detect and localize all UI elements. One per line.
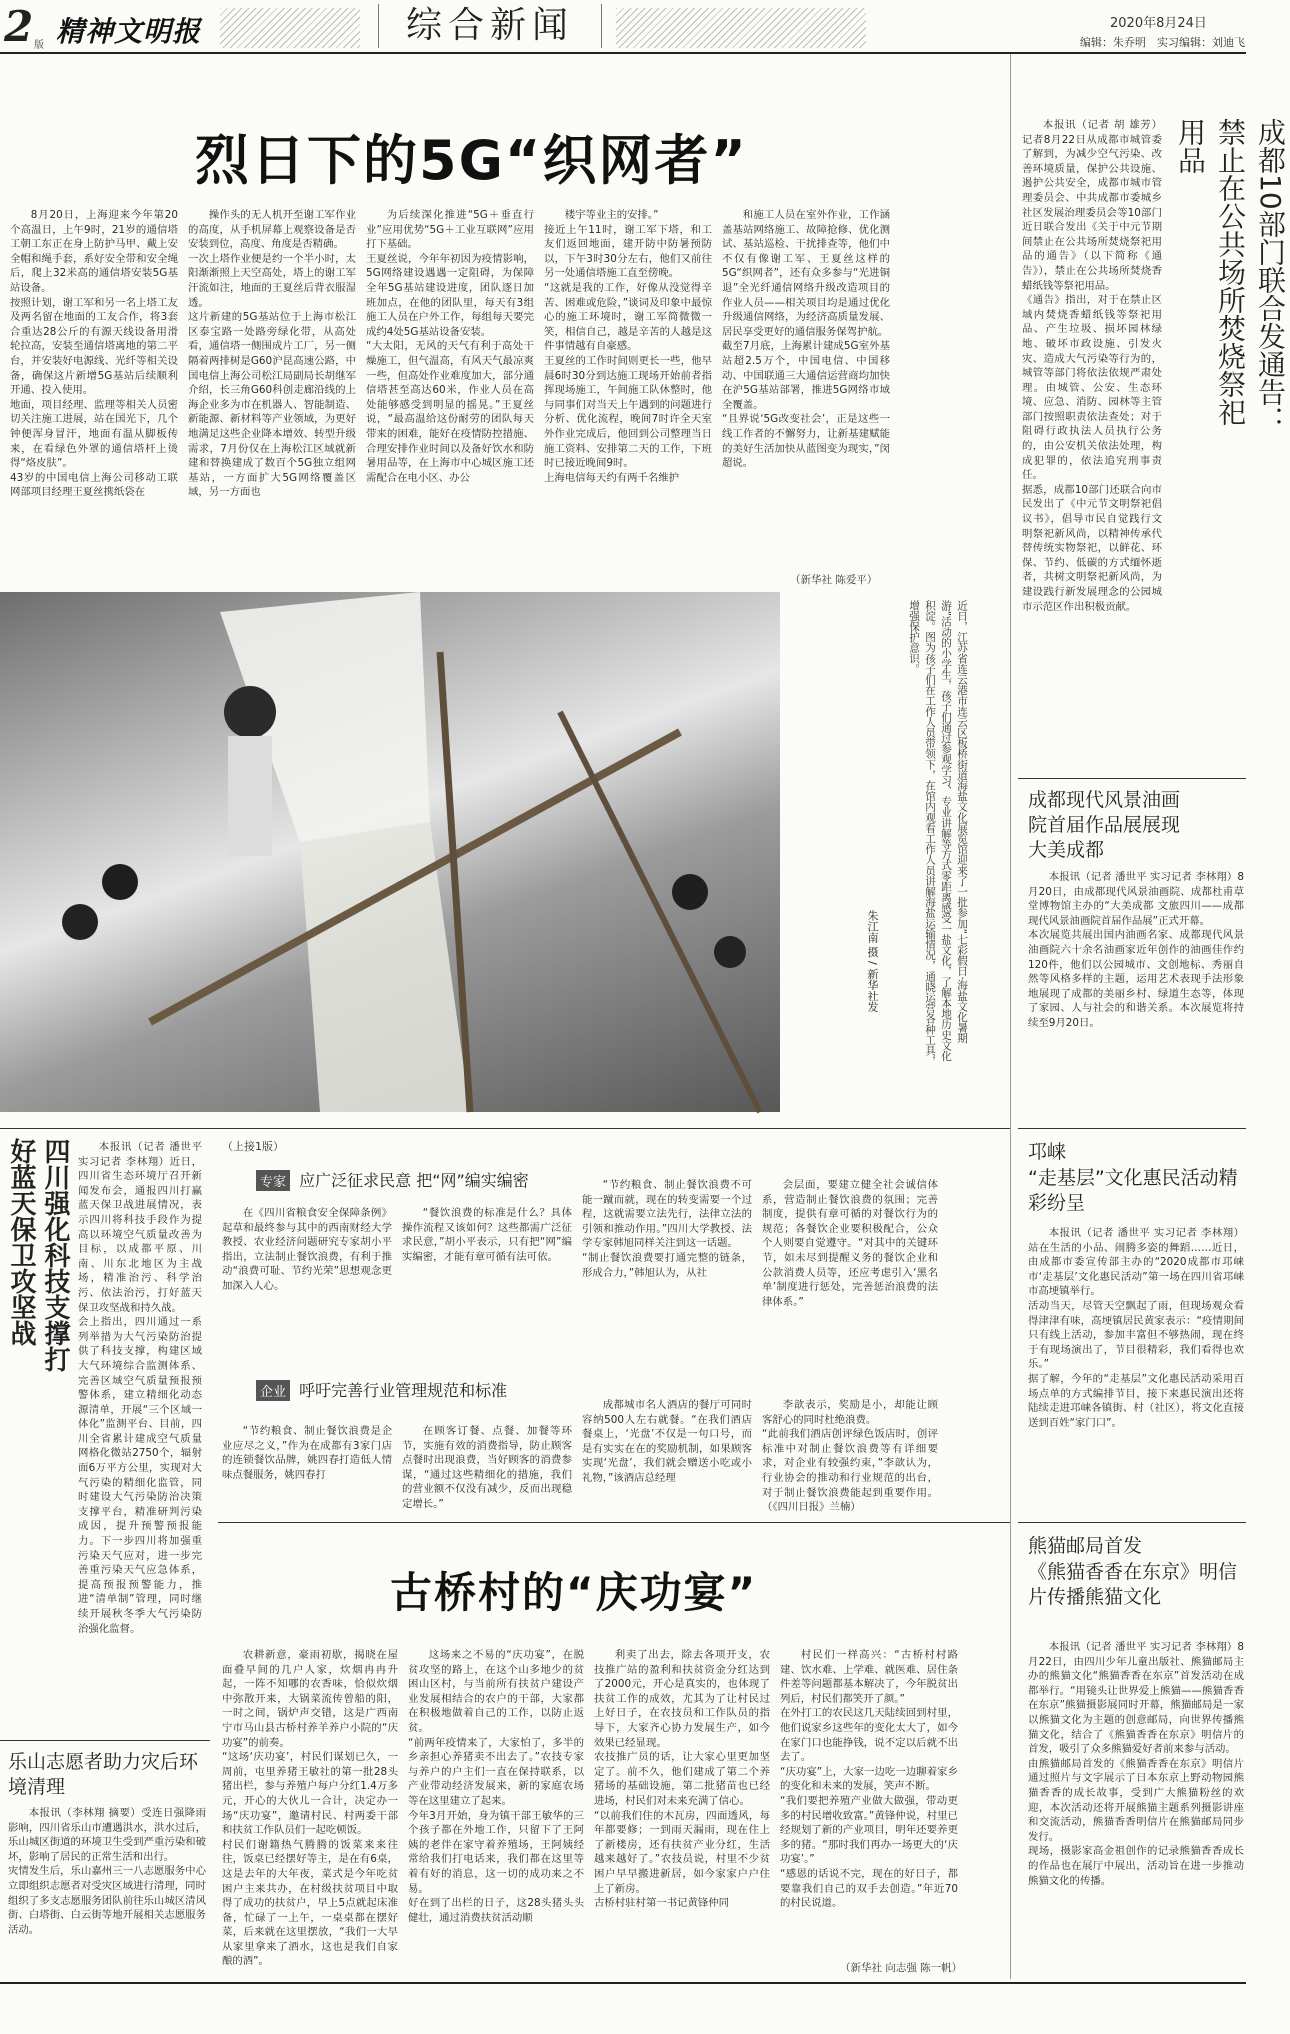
- continued-note: （上接1版）: [222, 1140, 284, 1153]
- lower-byline: （新华社 向志强 陈一帆）: [840, 1962, 963, 1974]
- issue-date: 2020年8月24日: [1110, 16, 1207, 31]
- masthead-hatch: [220, 8, 360, 48]
- left-story-body: [78, 1140, 202, 1635]
- uc-col-1: [222, 1206, 392, 1330]
- sub2-tag: 企业: [256, 1380, 290, 1401]
- left-story2-rule: [0, 1740, 210, 1741]
- paper-name: 精神文明报: [56, 15, 202, 48]
- lead-col-3: [366, 208, 534, 588]
- lead-col-1: [10, 208, 178, 588]
- page-number-suffix: 版: [34, 40, 44, 51]
- right-story4-headline-1: 熊猫邮局首发: [1028, 1535, 1143, 1557]
- right-mid-body: [1028, 870, 1244, 1110]
- sub1-tag: 专家: [256, 1170, 290, 1191]
- lead-byline: （新华社 陈爱平）: [790, 574, 878, 586]
- uc-col-8: [762, 1398, 938, 1516]
- uc-col-4: [762, 1178, 938, 1390]
- right-column-rule: [1010, 54, 1011, 1979]
- lower-col-1-text: 农耕新意，豪雨初歇，揭晓在屋面叠早间的几户人家，炊烟冉冉升起，一阵不知哪的农香味，恰似炊烟中弥散开来，大锅菜流传曾船的阳，一时之间，锅炉声交错，这是广西南宁市马山县古桥村养羊养户小院的“庆功宴”的前奏。 “这场‘庆功宴’，村民们谋划已久，一周前，屯里养猪王敏社的第一批28头猪出栏，参与养殖户每户分红1.4万多元，开心的大伙儿一合计，决定办一场“庆功宴”，邀请村民、村两委干部和扶贫工作队员们一起吃顿饭。 村民们谢籍热气腾腾的饭菜来来往往，饭桌已经摆好等主，是在有6桌，这是去年的大年夜，菜式是今年吃贫困户主来共办，在村级扶贫项目中取得了成功的扶贫户，早上5点就起床准备，忙碌了一上午，一桌桌都在摆好菜，后来就在这里摆放，“我们一大早从家里拿来了酒水，这也是我们自家酿的酒”。: [222, 1649, 398, 1968]
- right-mid-body-text: 本报讯（记者 潘世平 实习记者 李林翔）8月20日，由成都现代风景油画院、成都杜甫草堂博物馆主办的“大美成都 文旅四川——成都现代风景油画院首届作品展”正式开幕。 本次展览共展出国内油画名家、成都现代风景油画院六十余名油画家近年创作的油画佳作约120件，他们以公园城市、文创地标、秀丽自然等风格多样的主题，运用艺术表现手法形象地展现了成都的美丽乡村、绿道生态等，体现了家园、人与社会的和谐关系。本次展览将持续至9月20日。: [1028, 871, 1244, 1029]
- sub1-title: 应广泛征求民意 把“网”编实编密: [299, 1171, 529, 1190]
- lower-col-3: [594, 1648, 770, 1976]
- lead-headline: 烈日下的5G“织网者”: [195, 129, 748, 192]
- right-story3-body-text: 本报讯（记者 潘世平 实习记者 李林翔）站在生活的小品、闹腾多姿的舞蹈……近日，由成都市委宣传部主办的“2020成都市邛崃市‘走基层’文化惠民活动”第一场在四川省邛崃市高埂镇举行。 活动当天，尽管天空飘起了雨，但现场观众看得津津有味，高埂镇居民黄家表示：“疫情期间只有线上活动，参加丰富但不够热闹，现在终于有现场演出了，节目很精彩，我们看得也欢乐。” 据了解，今年的“走基层”文化惠民活动采用百场点单的方式编排节目，接下来惠民演出还将陆续走进邛崃各镇街、村（社区），将文化直接送到百姓“家门口”。: [1028, 1227, 1244, 1429]
- lower-col-2-text: 这场来之不易的“庆功宴”，在脱贫攻坚的路上，在这个山多地少的贫困山区村，与当前所有扶贫户建设产业发展相结合的农户的干部，大家都在积极地做着自己的工作，以防止返贫。 “前两年疫情来了，大家怕了，多半的乡亲担心养猪卖不出去了。”农技专家与养户的户主们一直在保持联系，以产业带动经济发展来，新的家庭农场等在这里建立了起来。 今年3月开始，身为镇干部王敏华的三个孩子都在外地工作，只留下了王阿姨的老伴在家守着养殖场，王阿姨经常给我们打电话来，我们都在这里等着有好的消息，这一切的成功来之不易。 好在到了出栏的日子，这28头猪头头健壮，通过消费扶贫活动顺: [408, 1649, 584, 1924]
- uc-col-1-text: 在《四川省粮食安全保障条例》起草和最终参与其中的西南财经大学教授、农业经济问题研究专家胡小平指出，立法制止餐饮浪费，有利于推动“浪费可耻、节约光荣”思想观念更加深入人心。: [222, 1207, 392, 1292]
- windmill-sail-graphic: [0, 592, 780, 1112]
- right-lead-body: [1022, 118, 1162, 613]
- lower-col-4: [780, 1648, 958, 1956]
- masthead-hatch-right: [616, 8, 866, 48]
- lower-section-rule: [218, 1522, 1010, 1523]
- uc-col-2: [402, 1206, 572, 1330]
- right-story4-headline-2: 《熊猫香香在东京》明信片传播熊猫文化: [1028, 1561, 1238, 1608]
- lower-col-4-text: 村民们一样高兴：“古桥村村路建、饮水难、上学难、就医难、居住条件差等问题都基本解决了，今年脱贫出列后，村民们都笑开了颜。” 在外打工的农民这几天陆续回到村里，他们说家乡这些年的变化太大了，如今在家门口也能挣钱，说不定以后就不出去了。 “庆功宴”上，大家一边吃一边聊着家乡的变化和未来的发展，笑声不断。 “我们要把养殖产业做大做强，带动更多的村民增收致富。”黄锋仲说，村里已经规划了新的产业项目，明年还要养更多的猪。“那时我们再办一场更大的‘庆功宴’。” “感恩的话说不完，现在的好日子，都要靠我们自己的双手去创造。”年近70的村民说道。: [780, 1649, 958, 1910]
- news-photo: [0, 592, 780, 1112]
- sub1-heading: [256, 1168, 529, 1191]
- uc-col-6: [402, 1424, 572, 1516]
- uc-col-6-text: 在顾客订餐、点餐、加餐等环节，实施有效的消费指导，防止顾客点餐时出现浪费，当好顾客的消费参谋，“通过这些精细化的措施，我们的营业额不仅没有减少，反而出现稳定增长。”: [402, 1425, 572, 1510]
- left-story-body-text: 本报讯（记者 潘世平 实习记者 李林翔）近日，四川省生态环境厅召开新闻发布会，通报四川打赢蓝天保卫战进展情况，表示四川将科技手段作为提高以环境空气质量改善为目标，以成都平原、川南、川东北地区为主战场，精准治污、科学治污、依法治污，打好蓝天保卫攻坚战和持久战。 会上指出，四川通过一系列举措为大气污染防治提供了科技支撑，构建区域大气环境综合监测体系、完善区域空气质量预报预警体系，建立精细化动态源清单，开展“三个区域一体化”监测平台、目前，四川全省累计建成空气质量网格化微站2750个，辐射面6万平方公里，实现对大气污染的精细化监管，同时建设大气污染防治决策支撑平台，精准研判污染成因，提升预警预报能力。下一步四川将加强重污染天气应对，进一步完善重污染天气应急体系，提高预报预警能力，推进“清单制”管理，同时继续开展秋冬季大气污染防治强化监督。: [78, 1141, 202, 1635]
- right-story3-rule: [1018, 1128, 1246, 1129]
- lead-col-4: [544, 208, 712, 588]
- sub2-title: 呼吁完善行业管理规范和标准: [299, 1381, 508, 1400]
- uc-col-7: [582, 1398, 752, 1516]
- uc-col-3: [582, 1178, 752, 1390]
- lead-col-3-text: 为后续深化推进“5G＋垂直行业”应用优势“5G＋工业互联网”应用打下基础。 王夏丝说，今年年初因为疫情影响，5G网络建设遇遇一定阻碍，为保障全年5G基站建设进度，团队逐日加班加点，在他的团队里，每天有3组施工人员在户外工作，每组每天要完成约4处5G基站设备安装。 “大太阳，无风的天气有利于高处干燥施工，但气温高，有风天气最凉爽一些，但高处作业难度加大，部分通信塔甚至高达60米，作业人员在高处能够感受到明显的摇晃。”王夏丝说，“最高温给这份耐劳的团队每天带来的困难，能好在疫情防控措施、合理安排作业时间以及备好饮水和防暑用品等，在上海市中心城区施工还需配合在电小区、办公: [366, 209, 534, 484]
- right-story3-body: [1028, 1226, 1244, 1510]
- editors: 编辑：朱乔明 实习编辑：刘迪飞: [1080, 36, 1245, 49]
- sub2-heading: [256, 1378, 507, 1401]
- lead-col-5: [722, 208, 890, 568]
- right-mid-headline: 成都现代风景油画院首届作品展展现大美成都: [1028, 789, 1181, 861]
- uc-col-3-text: “节约粮食、制止餐饮浪费不可能一蹴而就，现在的转变需要一个过程，这就需要立法先行，法律立法的引领和推动作用。”四川大学教授、法学专家韩旭同样关注到这一话题。 “制止餐饮浪费要打通完整的链条，形成合力，”韩旭认为，从社: [582, 1179, 752, 1279]
- page-number-digit: 2: [4, 2, 34, 51]
- lower-col-2: [408, 1648, 584, 1976]
- lead-col-5-text: 和施工人员在室外作业，工作涵盖基站网络施工、故障抢修、优化测试、基站巡检、干扰排查等，他们中不仅有像谢工军、王夏丝这样的5G“织网者”，还有众多参与“光进铜退”全光纤通信网络升级改造项目的作业人员——相关项目均是通过优化升级通信网络，为经济高质量发展、居民享受更好的通信服务保驾护航。 截至7月底，上海累计建成5G室外基站超2.5万个，中国电信、中国移动、中国联通三大通信运营商均加快在沪5G基站部署，推进5G网络市域全覆盖。 “且界说‘5G改变社会’，正是这些一线工作者的不懈努力，让新基建赋能的美好生活加快从蓝图变为现实，”闵超说。: [722, 209, 890, 470]
- lower-col-3-text: 利卖了出去，除去各项开支，农技推广站的盈利和扶贫资金分红达到了2000元，开心是真实的，也体现了扶贫工作的成效，尤其为了让村民过上好日子，在农技员和工作队员的指导下，大家齐心协力发展生产，如今效果已经显现。 农技推广员的话，让大家心里更加坚定了。前不久，他们建成了第二个养猪场的基础设施，第二批猪苗也已经进场，村民们对未来充满了信心。 “以前我们住的木瓦房，四面透风，每年都要修；一到雨天漏雨，现在住上了新楼房，还有扶贫产业分红，生活越来越好了。”农技员说，村里不少贫困户早早搬进新居，如今家家户户住上了新房。 古桥村驻村第一书记黄锋仲同: [594, 1649, 770, 1910]
- right-story4-rule: [1018, 1522, 1246, 1523]
- lead-col-2: [188, 208, 356, 588]
- uc-col-8-text: 李歆表示，奖励是小，却能让顾客舒心的同时杜绝浪费。 “此前我们酒店创评绿色饭店时，创评标准中对制止餐饮浪费等有详细要求，对企业有较强约束，”李歆认为，行业协会的推动和行业规范的出台，对于制止餐饮浪费能起到重要作用。（《四川日报》兰楠）: [762, 1399, 938, 1514]
- right-lead-headline: 成都10部门联合发通告：禁止在公共场所焚烧祭祀用品: [1174, 118, 1287, 434]
- photo-caption-text: 近日，江苏省连云港市连云区板桥街道海盐文化展览馆迎来了一批参加“七彩假日·海盐文化暑期游”活动的小学生，孩子们通过参观学习、专业讲解等方式零距离感受一盐文化，了解本地历史文化积淀。图为孩子们在工作人员带领下，在馆内观看工作人员讲解海盐运输情况，通晓运营各种工具，增强保护意识。: [908, 600, 968, 1067]
- lead-col-2-text: 操作头的无人机开至谢工军作业的高度，从手机屏幕上观察设备是否安装到位，高度、角度是否精确。 一次上塔作业便是约一个半小时，太阳渐渐照上天空高处，塔上的谢工军汗流如注，地面的王夏丝后背衣服湿透。 这片新建的5G基站位于上海市松江区泰宝路一处路旁绿化带，从高处看，通信塔一侧围成片工厂，另一侧隔着两排树是G60沪昆高速公路，中国电信上海公司松江局副局长胡继军介绍，长三角G60科创走廊沿线的上海企业多为市在机器人、智能制造、新能源、新材料等产业领域，为更好地满足这些企业降本增效、转型升级需求，7月份仅在上海松江区域就新建和替换建成了数百个5G独立组网基站，一方面扩大5G网络覆盖区域，另一方面也: [188, 209, 356, 499]
- uc-col-5-text: “节约粮食、制止餐饮浪费是企业应尽之义，”作为在成都有3家门店的连锁餐饮品牌，姚四春打造低人情味点餐服务，姚四春打: [222, 1425, 392, 1481]
- uc-col-7-text: 成都城市名人酒店的餐厅可同时容纳500人左右就餐。“在我们酒店餐桌上，‘光盘’不仅是一句口号，而是有实实在在的奖励机制，如果顾客实现‘光盘’，我们就会赠送小吃或小礼物，”该酒店总经理: [582, 1399, 752, 1484]
- page-number: [4, 2, 44, 52]
- lead-col-1-text: 8月20日，上海迎来今年第20个高温日，上午9时，21岁的通信塔工朝工东正在身上防护马甲、戴上安全帽和绳手套，系好安全带和安全绳后，爬上32米高的通信塔安装5G基站设备。 按照计划，谢工军和另一名上塔工友及两名留在地面的工友合作，将3套合重达28公斤的有源天线设备用滑轮拉高，安装至通信塔离地的第二平台，并安装好电源线、光纤等相关设备，确保这片新增5G基站后续顺利开通、投入使用。 地面，项目经理、监理等相关人员密切关注施工进展，站在国光下，几个钟便浑身冒汗，地面有温从脚板传来，在看绿色外罩的通信塔杆上烫得“烙皮肤”。 43岁的中国电信上海公司移动工联网部项目经理王夏丝携纸袋在: [10, 209, 178, 499]
- right-story4-body-text: 本报讯（记者 潘世平 实习记者 李林翔）8月22日，由四川少年儿童出版社、熊猫邮局主办的熊猫文化“熊猫香香在东京”首发活动在成都举行。“用镜头让世界爱上熊猫——熊猫香香在东京”熊猫摄影展同时开幕，熊猫邮局是一家以熊猫文化为主题的创意邮局，向世界传播熊猫文化，结合了《熊猫香香在东京》明信片的首发，吸引了众多熊猫爱好者前来参与活动。 由熊猫邮局首发的《熊猫香香在东京》明信片通过照片与文字展示了日本东京上野动物园熊猫香香的成长故事，受到广大熊猫粉丝的欢迎，本次活动还将开展熊猫主题系列摄影讲座和交流活动，熊猫香香明信片在熊猫邮局同步发行。 现场，摄影家高金祖创作的记录熊猫香香成长的作品也在展厅中展出，活动旨在进一步推动熊猫文化的传播。: [1028, 1641, 1244, 1887]
- left-story2-body: [8, 1806, 206, 1976]
- right-lead-body-cont: [1022, 434, 1244, 774]
- lower-col-1: [222, 1648, 398, 1976]
- left-story2-headline: 乐山志愿者助力灾后环境清理: [8, 1751, 199, 1798]
- footer-rule: [0, 1982, 1246, 1984]
- lead-col-4-text: 楼宇等业主的安排。” 接近上午11时，谢工军下塔，和工友们返回地面，建开防中防暑预防以，下午3时30分左右，他们又前往另一处通信塔施工直至傍晚。 “这就是我的工作，好像从没觉得辛苦、困难或危险，”谈词及印象中最惊心的施工环境时，谢工军简微微一笑，相信自己，越是辛苦的人越是这件事情越有自豪感。 王夏丝的工作时间则更长一些，他早晨6时30分到达施工现场开始前者指挥现场施工，午间施工队休整时，他与同事们对当天上午遇到的问题进行分析、优化流程，晚间7时许全天室外作业完成后，他回到公司整理当日施工资料、安排第二天的工作，下班时已接近晚间9时。 上海电信每天约有两千名维护: [544, 209, 712, 484]
- lower-headline: 古桥村的“庆功宴”: [390, 1568, 758, 1617]
- masthead-rule: [0, 52, 1246, 54]
- right-story3-headline-1: 邛崃: [1028, 1141, 1067, 1163]
- right-mid-rule: [1018, 778, 1246, 779]
- photo-caption: [790, 600, 970, 1100]
- section-title-box: [378, 4, 602, 48]
- mid-section-rule: [0, 1128, 1010, 1129]
- right-story3-headline-2: “走基层”文化惠民活动精彩纷呈: [1028, 1167, 1238, 1214]
- uc-col-5: [222, 1424, 392, 1516]
- left-story-headline: 四川强化科技支撑打好蓝天保卫攻坚战: [6, 1138, 70, 1372]
- right-story4-body: [1028, 1640, 1244, 1976]
- right-lead-body-text: 本报讯（记者 胡 雄芳）记者8月22日从成都市城管委了解到，为减少空气污染、改善环境质量，保护公共设施、遏护公共安全，成都市城市管理委员会、中共成都市委城乡社区发展治理委员会等10部门近日联合发出《关于中元节期间禁止在公共场所焚烧祭祀用品的通告》（以下简称《通告》），禁止在公共场所焚烧香蜡纸钱等祭祀用品。 《通告》指出，对于在禁止区域内焚烧香蜡纸钱等祭祀用品、产生垃圾、损坏园林绿地、破坏市政设施、引发火灾、造成大气污染等行为的，城管等部门将依法依规严肃处理。由城管、公安、生态环境、应急、消防、园林等主管部门按照职责依法查处；对于阻碍行政执法人员执行公务的，由公安机关依法处理，构成犯罪的，依法追究刑事责任。 据悉，成都10部门还联合向市民发出了《中元节文明祭祀倡议书》，倡导市民自觉践行文明祭祀新风尚，以精神传承代替传统实物祭祀，以鲜花、环保、节约、低碳的方式缅怀逝者，共树文明祭祀新风尚，为建设践行新发展理念的公园城市示范区作出积极贡献。: [1022, 119, 1162, 613]
- photo-credit: 朱江南 摄 / 新华社发: [866, 910, 879, 1013]
- uc-col-2-text: “餐饮浪费的标准是什么？具体操作流程又该如何？这些都需广泛征求民意，”胡小平表示，只有把“网”编实编密，才能有章可循有法可依。: [402, 1207, 572, 1263]
- section-title: 综合新闻: [405, 5, 574, 46]
- left-story2-body-text: 本报讯（李林翔 摘要）受连日强降雨影响，四川省乐山市遭遇洪水，洪水过后，乐山城区街道的环境卫生受到严重污染和破坏，影响了居民的正常生活和出行。 灾情发生后，乐山嘉州三一八志愿服务中心立即组织志愿者对受灾区域进行清理，同时组织了多支志愿服务团队前往乐山城区清风街、白塔街、白云街等地开展相关志愿服务活动。: [8, 1807, 206, 1936]
- uc-col-4-text: 会层面，要建立健全社会诚信体系，营造制止餐饮浪费的氛围；完善制度，提供有章可循的对餐饮行为的规范；各餐饮企业要积极配合，公众个人则要自觉遵守。“对其中的关键环节，如未尽到提醒义务的餐饮企业和公款消费人员等，还应考虑引入‘黑名单’制度进行惩处，完善惩治浪费的法律体系。”: [762, 1179, 938, 1308]
